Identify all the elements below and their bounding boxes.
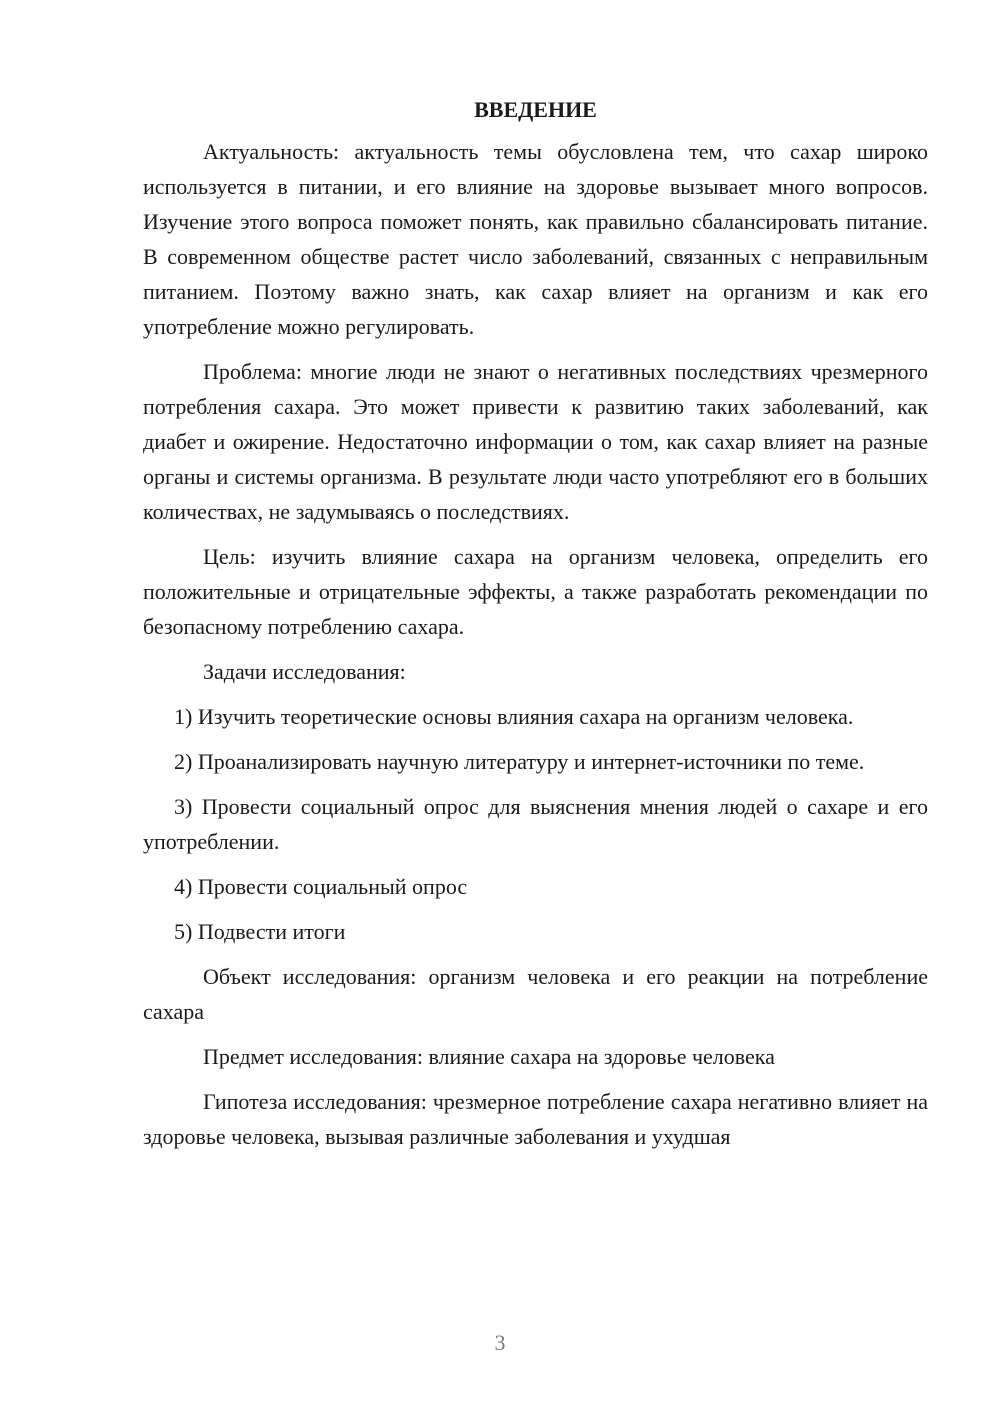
- paragraph-relevance: Актуальность: актуальность темы обусловлена тем, что сахар широко используется в питании, и его влияние на здоровье вызывает много вопросов. Изучение этого вопроса поможет понять, как правильно сбалансировать питание. В современном обществе растет число заболеваний, связанных с неправильным питанием. Поэтому важно знать, как сахар влияет на организм и как его употребление можно регулировать.: [143, 139, 928, 339]
- paragraph-object: Объект исследования: организм человека и его реакции на потребление сахара: [143, 964, 928, 1024]
- paragraph-hypothesis: Гипотеза исследования: чрезмерное потребление сахара негативно влияет на здоровье человека, вызывая различные заболевания и ухудшая: [143, 1089, 928, 1149]
- task-item-2: 2) Проанализировать научную литературу и интернет-источники по теме.: [174, 749, 865, 774]
- paragraph-problem: Проблема: многие люди не знают о негативных последствиях чрезмерного потребления сахара. Это может привести к развитию таких заболеваний, как диабет и ожирение. Недостаточно информации о том, как сахар влияет на разные органы и системы организма. В результате люди часто употребляют его в больших количествах, не задумываясь о последствиях.: [143, 359, 928, 524]
- task-item-5: 5) Подвести итоги: [174, 919, 346, 944]
- task-item-3: 3) Провести социальный опрос для выяснения мнения людей о сахаре и его употреблении.: [143, 794, 928, 854]
- page-number: 3: [494, 1330, 506, 1355]
- page-content: [143, 92, 928, 1164]
- task-item-4: 4) Провести социальный опрос: [174, 874, 468, 899]
- paragraph-tasks-heading: Задачи исследования:: [203, 659, 406, 684]
- task-item-1: 1) Изучить теоретические основы влияния сахара на организм человека.: [174, 704, 854, 729]
- paragraph-goal: Цель: изучить влияние сахара на организм человека, определить его положительные и отрицательные эффекты, а также разработать рекомендации по безопасному потреблению сахара.: [143, 544, 928, 639]
- paragraph-subject: Предмет исследования: влияние сахара на здоровье человека: [203, 1044, 775, 1069]
- section-title: ВВЕДЕНИЕ: [474, 97, 597, 122]
